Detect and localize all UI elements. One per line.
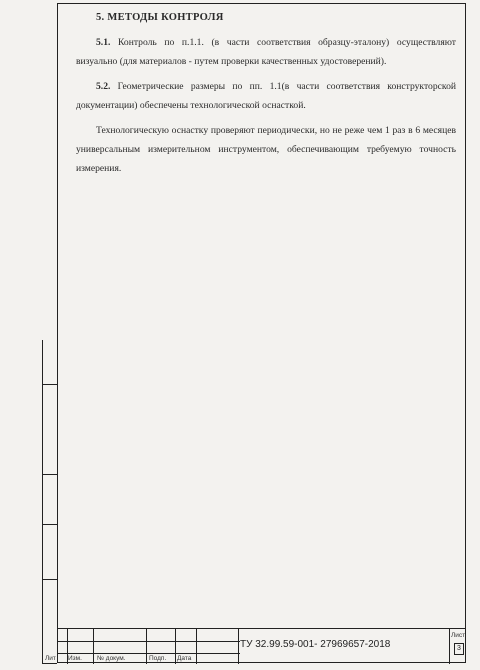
title-block-col-line [93,629,94,664]
col-label-izm: Изм. [68,655,82,662]
paragraph-5-1 [76,33,456,71]
paragraph-number: 5.1. [96,37,111,48]
binding-strip-cell [42,340,57,385]
section-heading: 5. МЕТОДЫ КОНТРОЛЯ [96,12,224,23]
title-block-col-line [238,629,239,664]
paragraph-text: Контроль по п.1.1. (в части соответствия образцу-эталону) осуществляют визуально (для материалов - путем проверки качественных удостоверений). [76,37,456,67]
binding-strip-cell [42,525,57,580]
sheet-label: Лист [451,632,466,639]
title-block [45,628,466,663]
col-label-lit: Лит [45,655,56,662]
title-block-row-line [57,641,240,642]
col-label-doc: № докум. [97,655,126,662]
document-code: ТУ 32.99.59-001- 27969657-2018 [240,639,391,650]
paragraph-5-2 [76,77,456,115]
col-label-date: Дата [177,655,192,662]
title-block-col-line [175,629,176,664]
sheet-number: 3 [454,643,464,655]
binding-strip-cell [42,475,57,525]
col-label-sign: Подп. [149,655,167,662]
section-content [76,8,456,184]
paragraph-number: 5.2. [96,81,111,92]
paragraph-text: Геометрические размеры по пп. 1.1(в части соответствия конструкторской документации) обеспечены технологической оснасткой. [76,81,456,111]
title-block-col-line [196,629,197,664]
paragraph-text: Технологическую оснастку проверяют периодически, но не реже чем 1 раз в 6 месяцев универсальным измерительном инструментом, обеспечивающим требуемую точность измерения. [76,125,456,174]
title-block-row-line [57,653,240,654]
title-block-col-line [146,629,147,664]
binding-strip-cell [42,385,57,475]
binding-strip-cell [42,580,57,664]
paragraph-tooling [76,121,456,178]
